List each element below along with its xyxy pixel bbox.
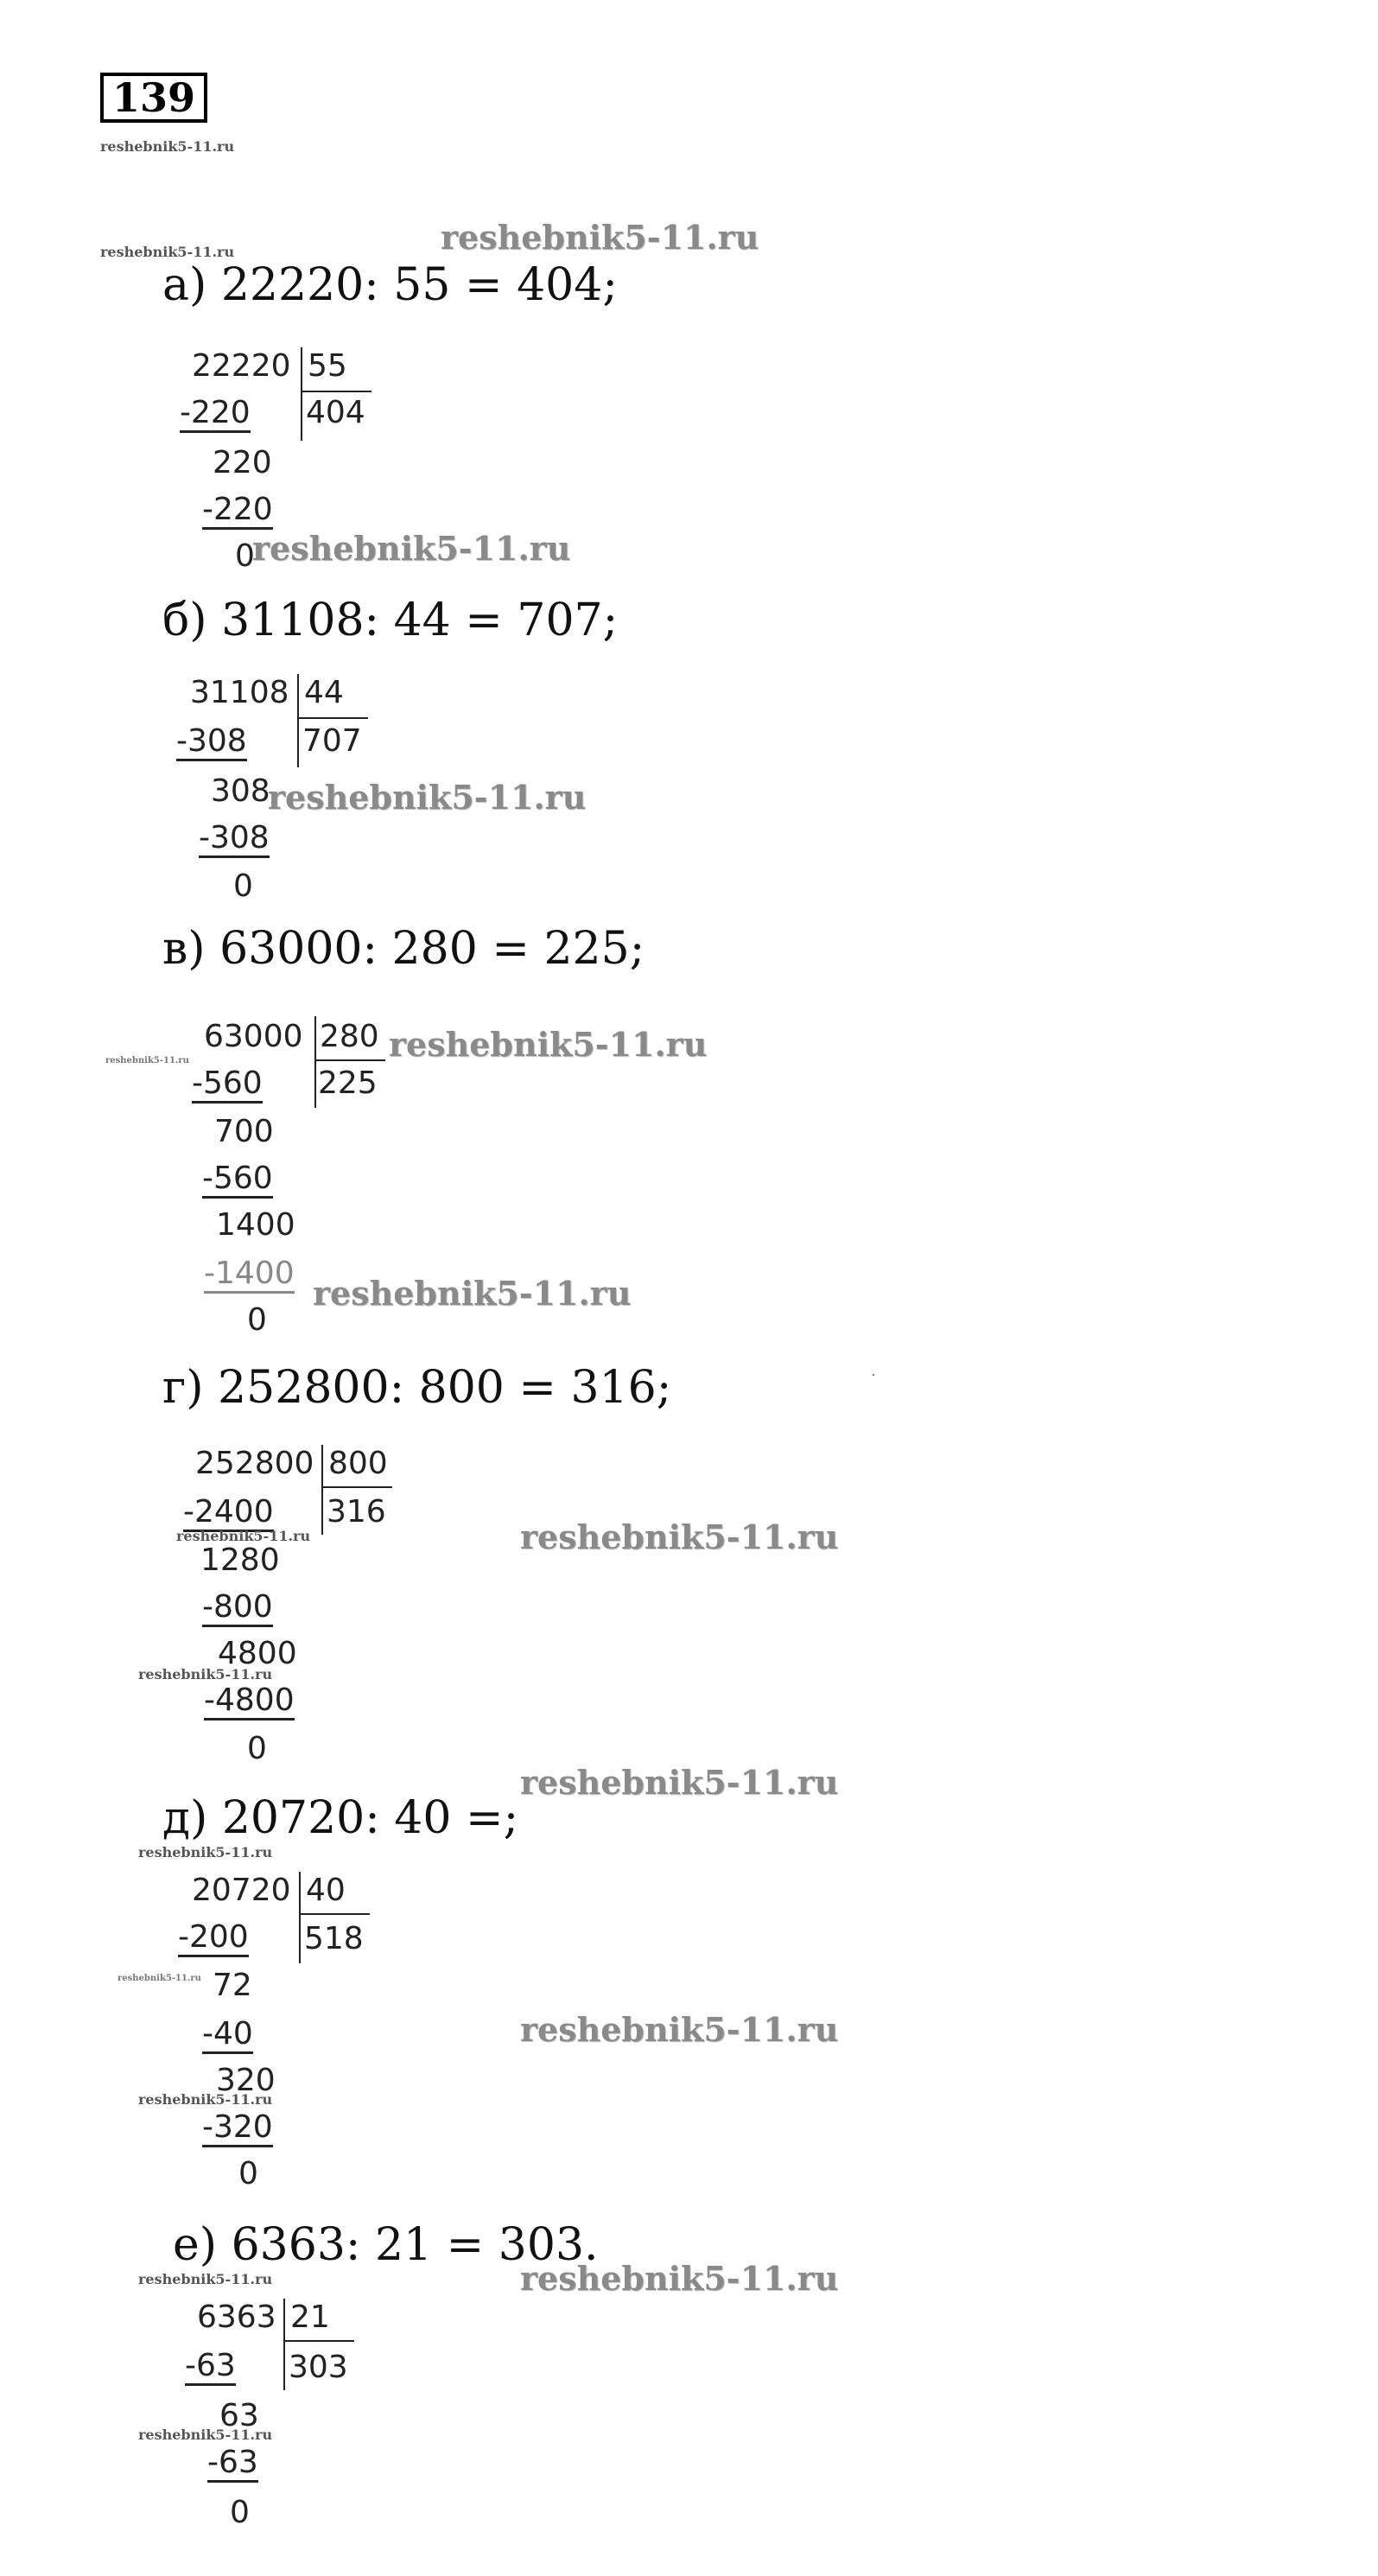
watermark: reshebnik5-11.ru — [117, 1974, 201, 1983]
watermark: reshebnik5-11.ru — [176, 1528, 311, 1544]
division-bracket — [314, 1016, 316, 1108]
step: -63 — [185, 2349, 236, 2386]
step: -1400 — [204, 1256, 295, 1294]
quotient: 404 — [306, 395, 365, 430]
dividend: 31108 — [190, 675, 289, 710]
step: 72 — [213, 1968, 252, 2003]
watermark: reshebnik5-11.ru — [105, 1056, 189, 1065]
step: -800 — [202, 1590, 273, 1627]
watermark: reshebnik5-11.ru — [138, 1844, 273, 1860]
step: 63 — [219, 2398, 259, 2433]
step: 1400 — [216, 1207, 295, 1243]
quotient: 303 — [289, 2350, 348, 2385]
watermark: reshebnik5-11.ru — [138, 2091, 273, 2108]
step: 220 — [213, 445, 272, 480]
watermark: reshebnik5-11.ru — [100, 244, 235, 260]
step: 700 — [214, 1114, 274, 1149]
watermark: reshebnik5-11.ru — [100, 138, 235, 155]
step: 0 — [247, 1731, 267, 1766]
step: -200 — [178, 1920, 249, 1957]
equation-a: а) 22220: 55 = 404; — [162, 259, 618, 311]
step: 0 — [230, 2495, 250, 2530]
step: -560 — [202, 1161, 273, 1199]
watermark: reshebnik5-11.ru — [441, 218, 759, 257]
watermark: reshebnik5-11.ru — [138, 1666, 273, 1682]
equation-d: д) 20720: 40 =; — [162, 1792, 519, 1844]
step: 320 — [216, 2063, 276, 2098]
division-bar — [297, 717, 368, 719]
step: -220 — [202, 493, 273, 530]
speck — [873, 1374, 874, 1376]
dividend: 252800 — [195, 1446, 314, 1481]
step: 0 — [238, 2156, 258, 2191]
equation-g: г) 252800: 800 = 316; — [162, 1362, 672, 1414]
division-bracket — [321, 1445, 323, 1535]
quotient: 518 — [304, 1921, 364, 1956]
divisor: 44 — [304, 675, 344, 710]
division-bar — [301, 391, 371, 392]
dividend: 20720 — [192, 1873, 291, 1908]
watermark: reshebnik5-11.ru — [313, 1274, 632, 1313]
step: 0 — [235, 538, 255, 574]
division-bar — [321, 1486, 392, 1488]
quotient: 225 — [318, 1065, 378, 1101]
divisor: 55 — [308, 348, 347, 384]
step: 1280 — [200, 1542, 280, 1578]
divisor: 800 — [328, 1446, 388, 1481]
division-bracket — [283, 2299, 285, 2390]
division-bar — [283, 2340, 354, 2342]
equation-b: б) 31108: 44 = 707; — [162, 595, 619, 646]
step: 308 — [211, 773, 270, 809]
watermark: reshebnik5-11.ru — [520, 2259, 839, 2298]
watermark: reshebnik5-11.ru — [268, 778, 587, 817]
equation-v: в) 63000: 280 = 225; — [162, 923, 645, 975]
dividend: 22220 — [192, 348, 291, 384]
quotient: 316 — [327, 1494, 386, 1530]
division-bar — [314, 1059, 385, 1061]
division-bar — [299, 1913, 370, 1915]
divisor: 40 — [306, 1873, 346, 1908]
step: -560 — [192, 1066, 263, 1104]
division-bracket — [299, 1872, 301, 1963]
watermark: reshebnik5-11.ru — [520, 1763, 839, 1802]
division-bracket — [301, 347, 302, 441]
step: -2400 — [183, 1495, 274, 1532]
step: 0 — [247, 1302, 267, 1338]
step: 0 — [233, 868, 253, 904]
step: 4800 — [218, 1636, 297, 1671]
dividend: 6363 — [197, 2299, 276, 2335]
step: -308 — [199, 821, 270, 858]
divisor: 280 — [320, 1019, 379, 1054]
watermark: reshebnik5-11.ru — [520, 2010, 839, 2049]
watermark: reshebnik5-11.ru — [389, 1025, 708, 1064]
divisor: 21 — [290, 2299, 330, 2335]
equation-e: е) 6363: 21 = 303. — [173, 2219, 599, 2271]
division-bracket — [297, 674, 299, 767]
step: -320 — [202, 2110, 273, 2147]
problem-number: 139 — [100, 73, 207, 123]
step: -220 — [180, 396, 251, 433]
watermark: reshebnik5-11.ru — [138, 2427, 273, 2443]
step: -40 — [202, 2017, 253, 2054]
step: -4800 — [204, 1683, 295, 1721]
step: -308 — [176, 724, 247, 761]
watermark: reshebnik5-11.ru — [520, 1517, 839, 1556]
watermark: reshebnik5-11.ru — [252, 529, 571, 568]
watermark: reshebnik5-11.ru — [138, 2271, 273, 2287]
quotient: 707 — [302, 723, 362, 759]
step: -63 — [207, 2446, 258, 2483]
dividend: 63000 — [204, 1019, 303, 1054]
